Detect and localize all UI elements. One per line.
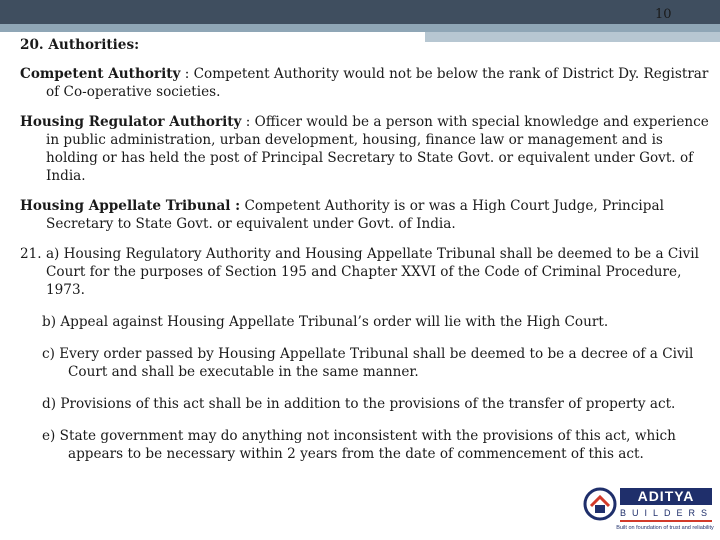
slide-content	[20, 36, 710, 463]
header-accent-stripe	[0, 24, 720, 32]
definition-text: : Officer would be a person with special knowledge and experience in public administration, urban development, housing, finance law or management and is holding or has held the post of Principal Secretary to State Govt. or equivalent under Govt. of India.	[46, 114, 709, 184]
header-bar	[0, 0, 720, 24]
logo-sub-text: BUILDERS	[620, 508, 714, 518]
logo-brand-text: ADITYA	[620, 488, 712, 505]
section-20-heading: 20. Authorities:	[20, 37, 140, 53]
section-21-item-e: e) State government may do anything not inconsistent with the provisions of this act, which appears to be necessary within 2 years from the date of commencement of this act.	[42, 428, 676, 462]
page-number: 10	[655, 7, 672, 22]
section-21-item-c: c) Every order passed by Housing Appellate Tribunal shall be deemed to be a decree of a Civil Court and shall be executable in the same manner.	[42, 346, 694, 380]
definition-text: : Competent Authority would not be below the rank of District Dy. Registrar of Co-operative societies.	[46, 66, 709, 100]
aditya-builders-logo	[580, 484, 718, 538]
housing-appellate-paragraph	[20, 197, 710, 233]
term-label: Housing Appellate Tribunal :	[20, 198, 241, 214]
term-label: Housing Regulator Authority	[20, 114, 242, 130]
competent-authority-paragraph	[20, 65, 710, 101]
logo-tagline: Built on foundation of trust and reliability	[616, 525, 714, 531]
section-21-item-d: d) Provisions of this act shall be in addition to the provisions of the transfer of property act.	[42, 396, 676, 412]
housing-regulator-paragraph	[20, 113, 710, 185]
section-21-item-a: 21. a) Housing Regulatory Authority and Housing Appellate Tribunal shall be deemed to be a Civil Court for the purposes of Section 195 and Chapter XXVI of the Code of Criminal Procedure, 1973.	[20, 246, 700, 298]
term-label: Competent Authority	[20, 66, 181, 82]
logo-divider	[620, 520, 712, 522]
definition-text: Competent Authority is or was a High Court Judge, Principal Secretary to State Govt. or equivalent under Govt. of India.	[46, 198, 664, 232]
section-21-item-b: b) Appeal against Housing Appellate Tribunal’s order will lie with the High Court.	[42, 314, 609, 330]
house-circle-icon	[580, 484, 620, 524]
